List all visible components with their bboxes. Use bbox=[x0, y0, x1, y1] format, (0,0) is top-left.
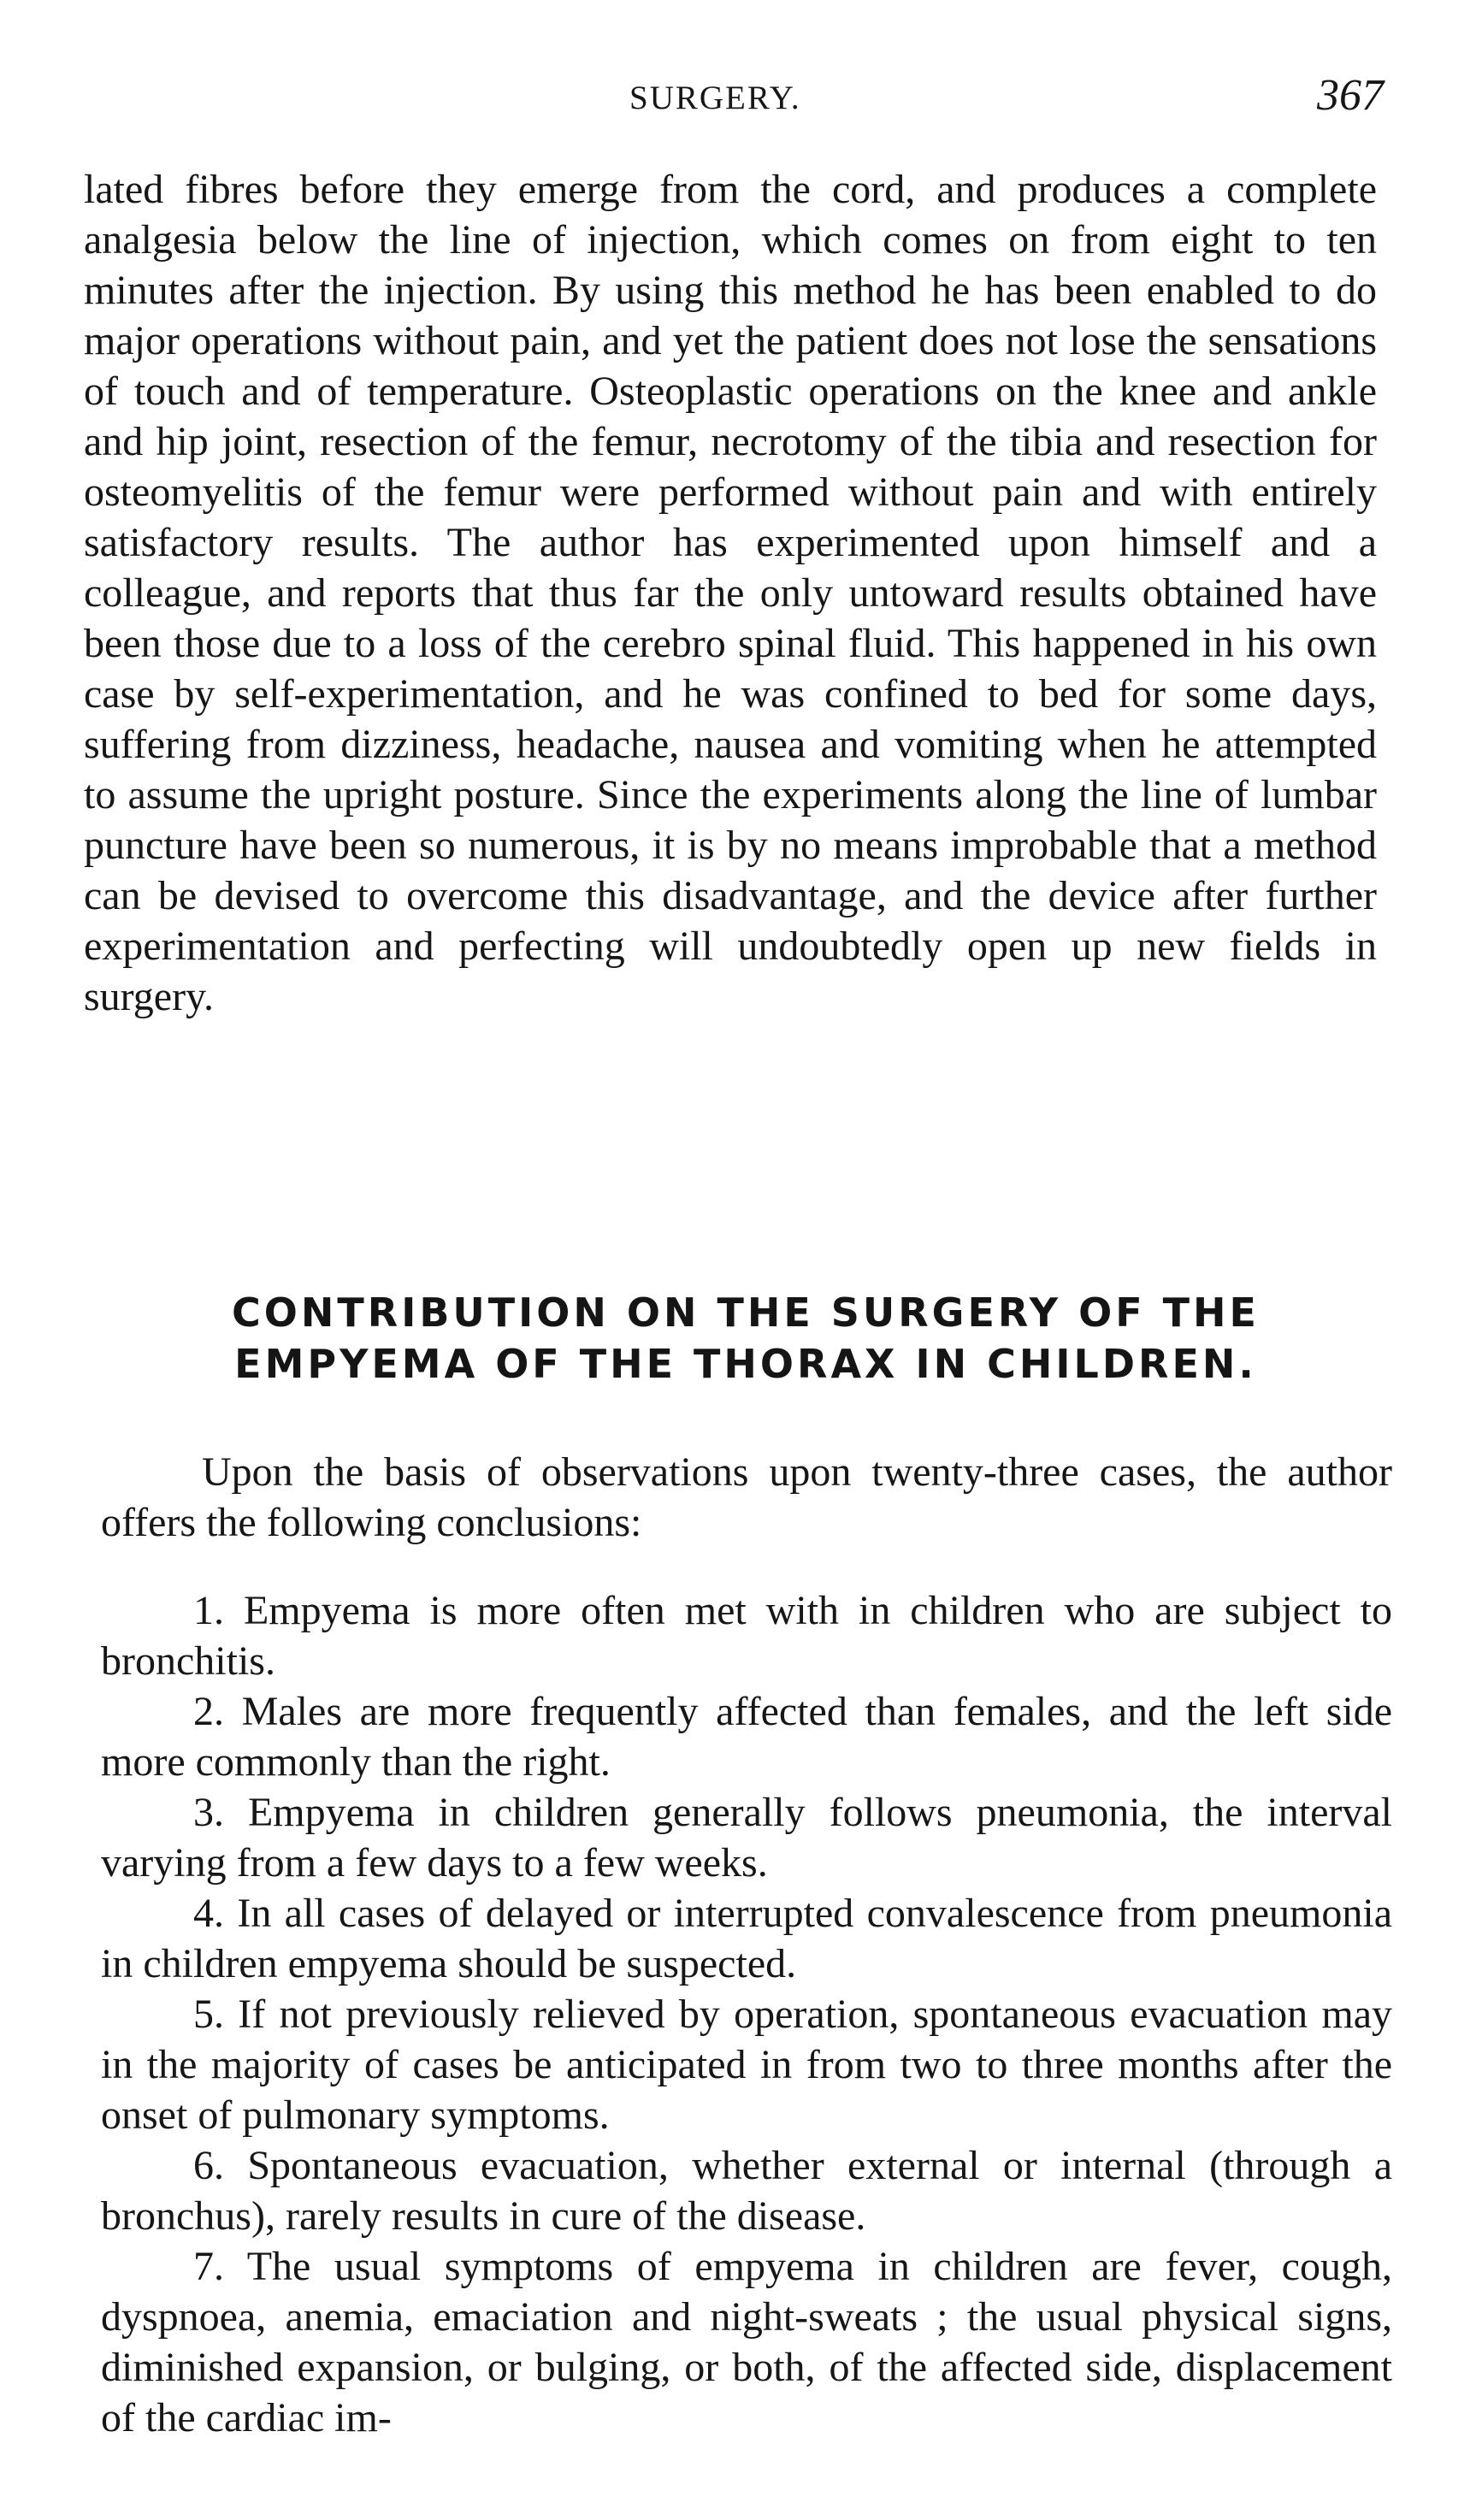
list-item bbox=[101, 2140, 1392, 2241]
item-text: In all cases of delayed or interrupted convalescence from pneumonia in children empyema should be suspected. bbox=[101, 1891, 1392, 1986]
page-number: 367 bbox=[1317, 71, 1384, 120]
running-title: SURGERY. bbox=[629, 80, 801, 116]
section-heading-line-1: CONTRIBUTION ON THE SURGERY OF THE bbox=[232, 1290, 1260, 1336]
running-head bbox=[0, 70, 1482, 139]
item-number: 2. bbox=[193, 1689, 224, 1734]
conclusions-list bbox=[101, 1585, 1392, 2443]
list-item bbox=[101, 1787, 1392, 1888]
item-number: 6. bbox=[193, 2143, 224, 2188]
item-text: Spontaneous evacuation, whether external or internal (through a bronchus), rarely results in cure of the disease. bbox=[101, 2143, 1393, 2239]
continued-paragraph: lated fibres before they emerge from the cord, and produces a complete analgesia below the line of injection, which comes on from eight to ten minutes after the injection. By using this method he has been enabled to do major operations without pain, and yet the patient does not lose the sensations of touch and of temperature. Osteoplastic operations on the knee and ankle and hip joint, resection of the femur, necrotomy of the tibia and resection for osteomyelitis of the femur were performed without pain and with entirely satisfactory results. The author has experimented upon himself and a colleague, and reports that thus far the only untoward results obtained have been those due to a loss of the cerebro spinal fluid. This happened in his own case by self-experimentation, and he was confined to bed for some days, suffering from dizziness, headache, nausea and vomiting when he attempted to assume the upright posture. Since the experiments along the line of lumbar puncture have been so numerous, it is by no means improbable that a method can be devised to overcome this disadvantage, and the device after further experimentation and perfecting will undoubtedly open up new fields in surgery. bbox=[84, 167, 1377, 1019]
item-text: The usual symptoms of empyema in children are fever, cough, dyspnoea, anemia, emaciation and night-sweats ; the usual physical signs, diminished expansion, or bulging, or both, of the affected side, displacement of the cardiac im- bbox=[101, 2244, 1392, 2440]
list-item bbox=[101, 1989, 1392, 2140]
item-text: Males are more frequently affected than females, and the left side more commonly than the right. bbox=[101, 1689, 1393, 1785]
section-heading bbox=[96, 1287, 1396, 1390]
list-item bbox=[101, 2241, 1392, 2443]
list-item bbox=[101, 1888, 1392, 1989]
item-text: If not previously relieved by operation, spontaneous evacuation may in the majority of cases be anticipated in from two to three months after the onset of pulmonary symptoms. bbox=[101, 1992, 1392, 2138]
item-text: Empyema is more often met with in children who are subject to bronchitis. bbox=[101, 1588, 1393, 1684]
item-number: 3. bbox=[193, 1790, 224, 1835]
item-number: 5. bbox=[193, 1992, 224, 2037]
item-text: Empyema in children generally follows pneumonia, the interval varying from a few days to a few weeks. bbox=[101, 1790, 1393, 1886]
item-number: 4. bbox=[193, 1891, 224, 1936]
section-heading-line-2: EMPYEMA OF THE THORAX IN CHILDREN. bbox=[234, 1341, 1257, 1387]
list-item bbox=[101, 1585, 1392, 1686]
item-number: 7. bbox=[193, 2244, 224, 2289]
item-number: 1. bbox=[193, 1588, 224, 1633]
section-intro: Upon the basis of observations upon twenty-three cases, the author offers the following conclusions: bbox=[101, 1449, 1392, 1545]
list-item bbox=[101, 1686, 1392, 1787]
